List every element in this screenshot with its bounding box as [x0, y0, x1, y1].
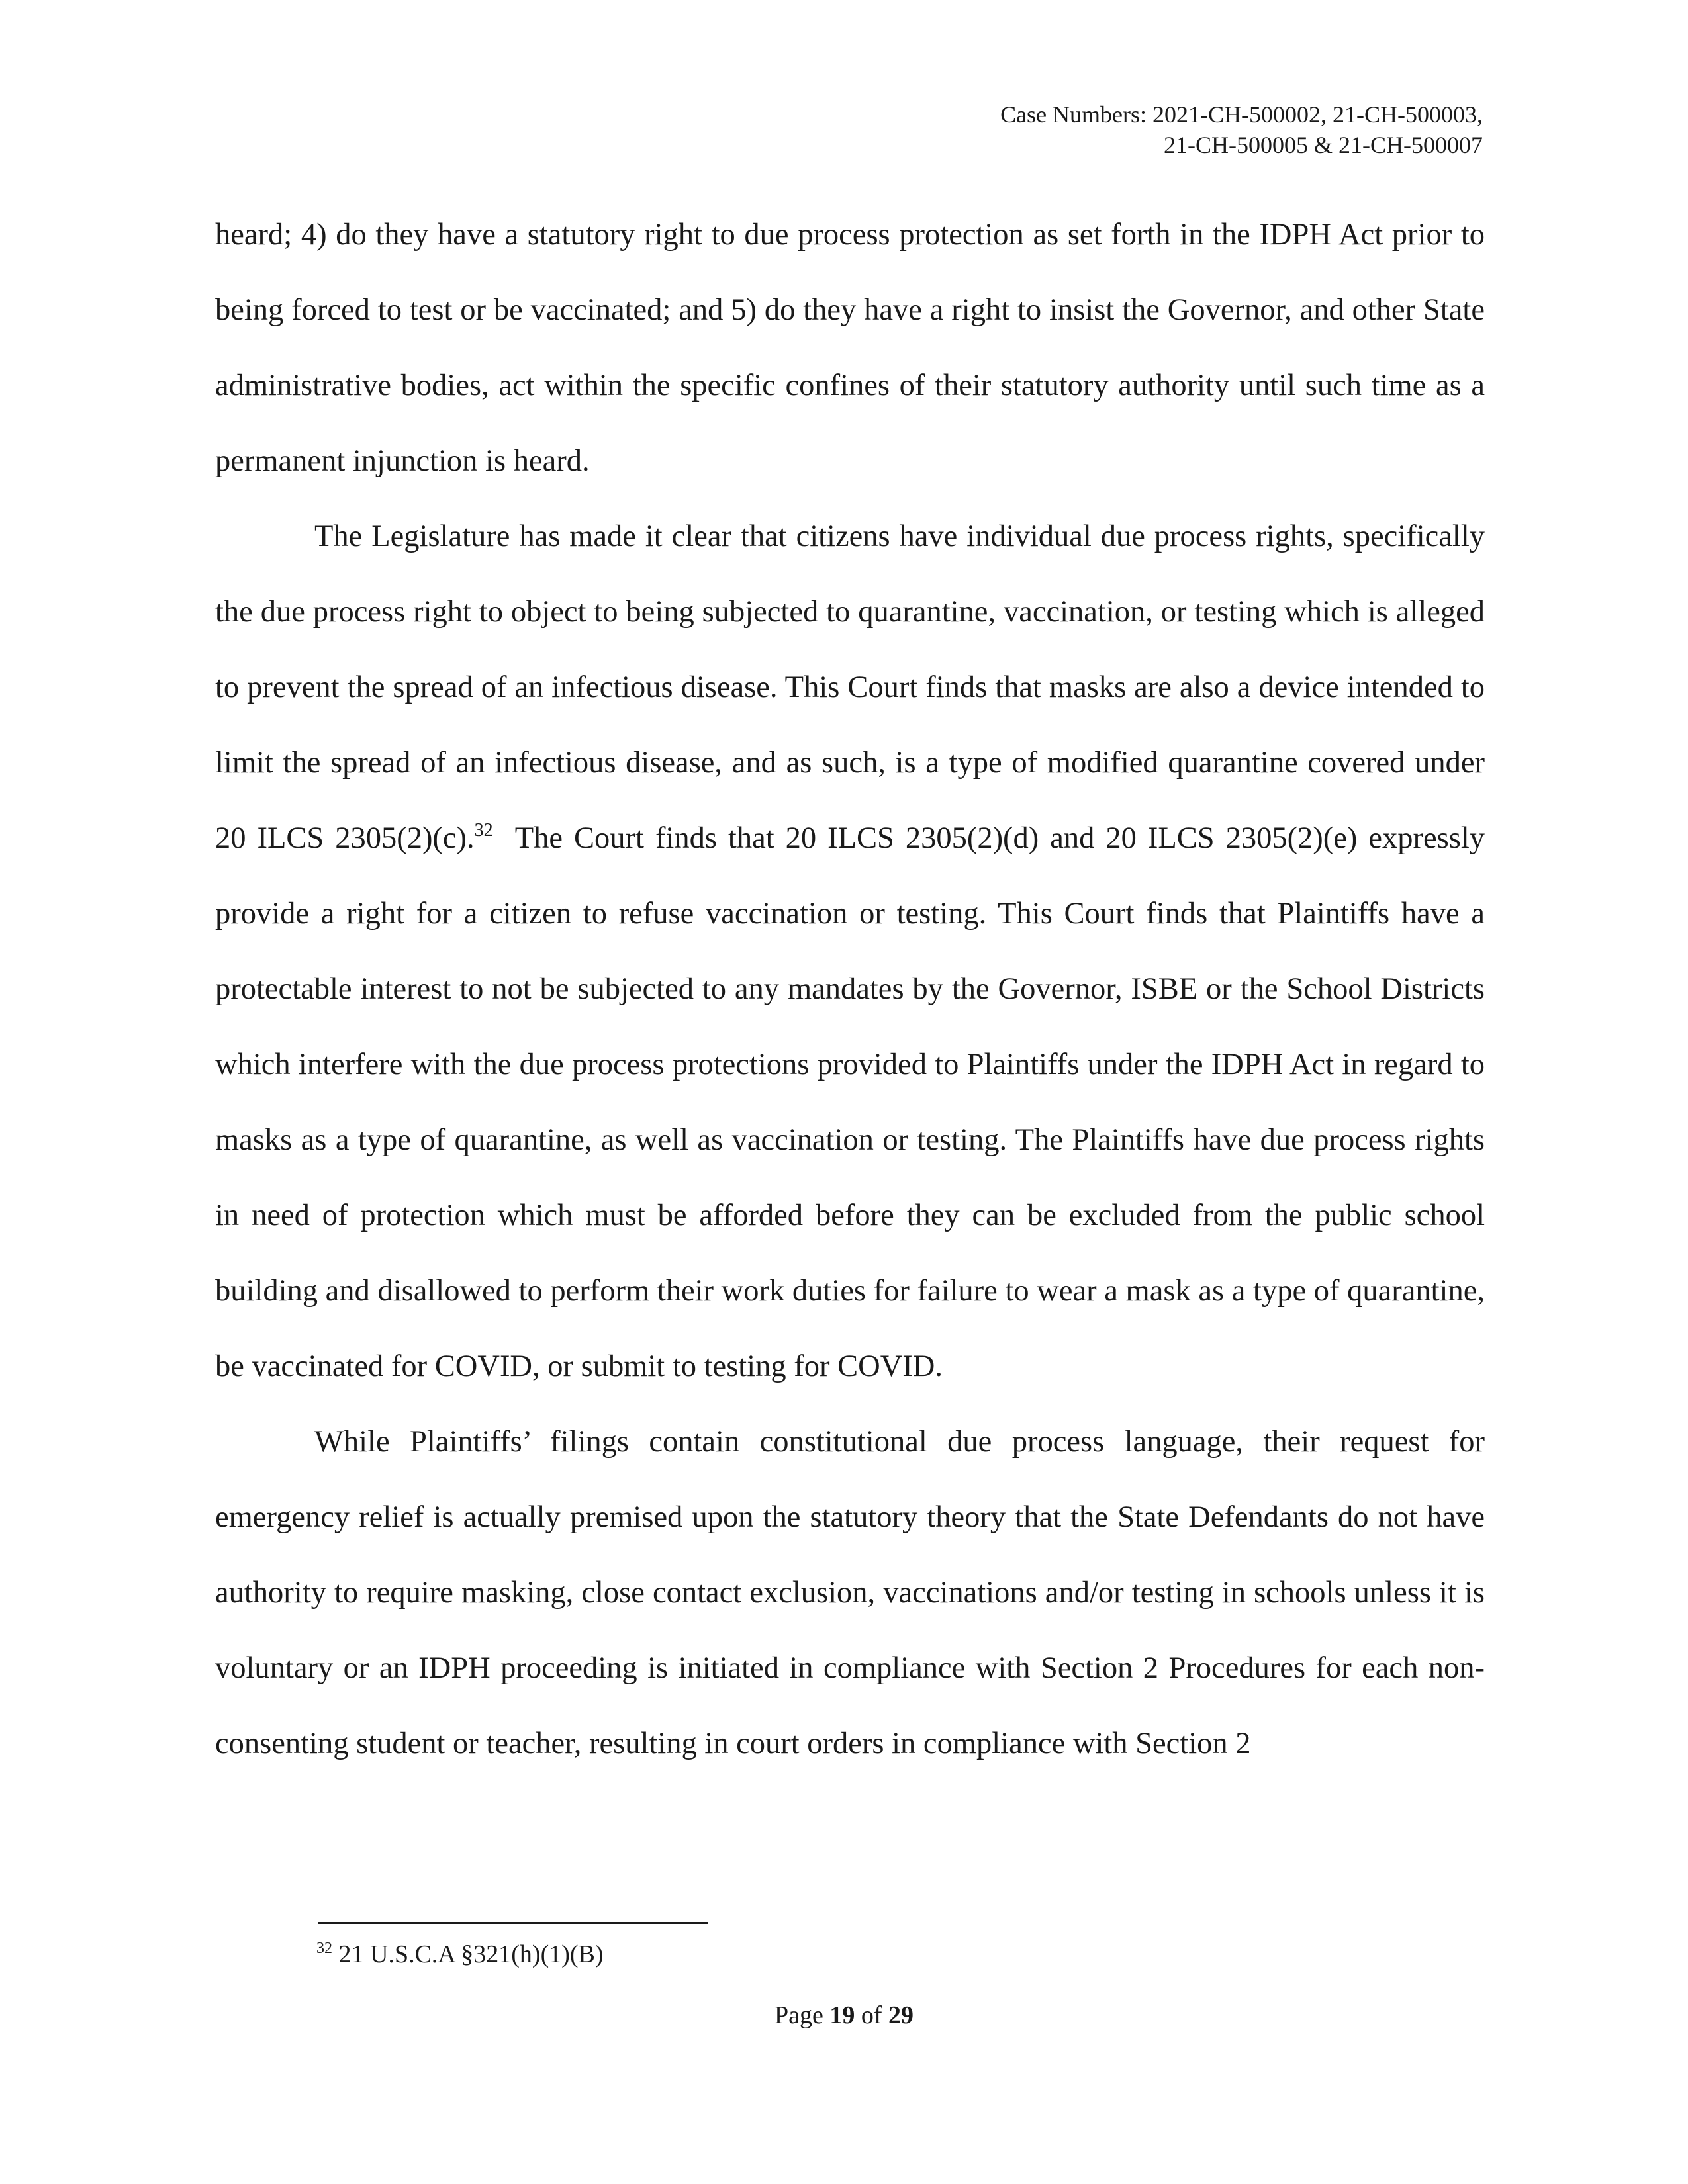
footnote-separator — [318, 1922, 708, 1924]
footnote-text: 21 U.S.C.A §321(h)(1)(B) — [332, 1940, 604, 1968]
paragraph-text-before-note: The Legislature has made it clear that citizens have individual due process rights, specifically the due process right to object to being subjected to quarantine, vaccination, or testing which is alleged to prevent the spread of an infectious disease. This Court finds that masks are also a device intended to limit the spread of an infectious disease, and as such, is a type of modified quarantine covered under 20 ILCS 2305(2)(c). — [215, 520, 1485, 855]
paragraph-text-after-note: The Court finds that 20 ILCS 2305(2)(d) and 20 ILCS 2305(2)(e) expressly provide a right for a citizen to refuse vaccination or testing. This Court finds that Plaintiffs have a protectable interest to not be subjected to any mandates by the Governor, ISBE or the School Districts which interfere with the due process protections provided to Plaintiffs under the IDPH Act in regard to masks as a type of quarantine, as well as vaccination or testing. The Plaintiffs have due process rights in need of protection which must be afforded before they can be excluded from the public school building and disallowed to perform their work duties for failure to wear a mask as a type of quarantine, be vaccinated for COVID, or submit to testing for COVID. — [215, 821, 1485, 1383]
page-prefix: Page — [774, 2001, 830, 2029]
opinion-body — [215, 197, 1485, 1782]
case-number-line-1: Case Numbers: 2021-CH-500002, 21-CH-500003, — [1000, 101, 1483, 128]
case-number-line-2: 21-CH-500005 & 21-CH-500007 — [1164, 132, 1483, 158]
page-of: of — [855, 2001, 889, 2029]
paragraph-statutory-theory: While Plaintiffs’ filings contain constitutional due process language, their request for emergency relief is actually premised upon the statutory theory that the State Defendants do not have authority to require masking, close contact exclusion, vaccinations and/or testing in schools unless it is voluntary or an IDPH proceeding is initiated in compliance with Section 2 Procedures for each non-consenting student or teacher, resulting in court orders in compliance with Section 2 — [215, 1425, 1485, 1760]
page-number — [0, 2000, 1688, 2030]
footnote-reference: 32 — [474, 820, 493, 841]
footnote — [316, 1939, 604, 1970]
page-total: 29 — [888, 2001, 914, 2029]
footnote-number: 32 — [316, 1940, 332, 1957]
paragraph-due-process-rights — [215, 499, 1485, 1404]
case-number-header — [1000, 99, 1483, 160]
paragraph-continuation: heard; 4) do they have a statutory right to due process protection as set forth in the IDPH Act prior to being forced to test or be vaccinated; and 5) do they have a right to insist the Governor, and other State administrative bodies, act within the specific confines of their statutory authority until such time as a permanent injunction is heard. — [215, 218, 1485, 478]
page-current: 19 — [829, 2001, 855, 2029]
